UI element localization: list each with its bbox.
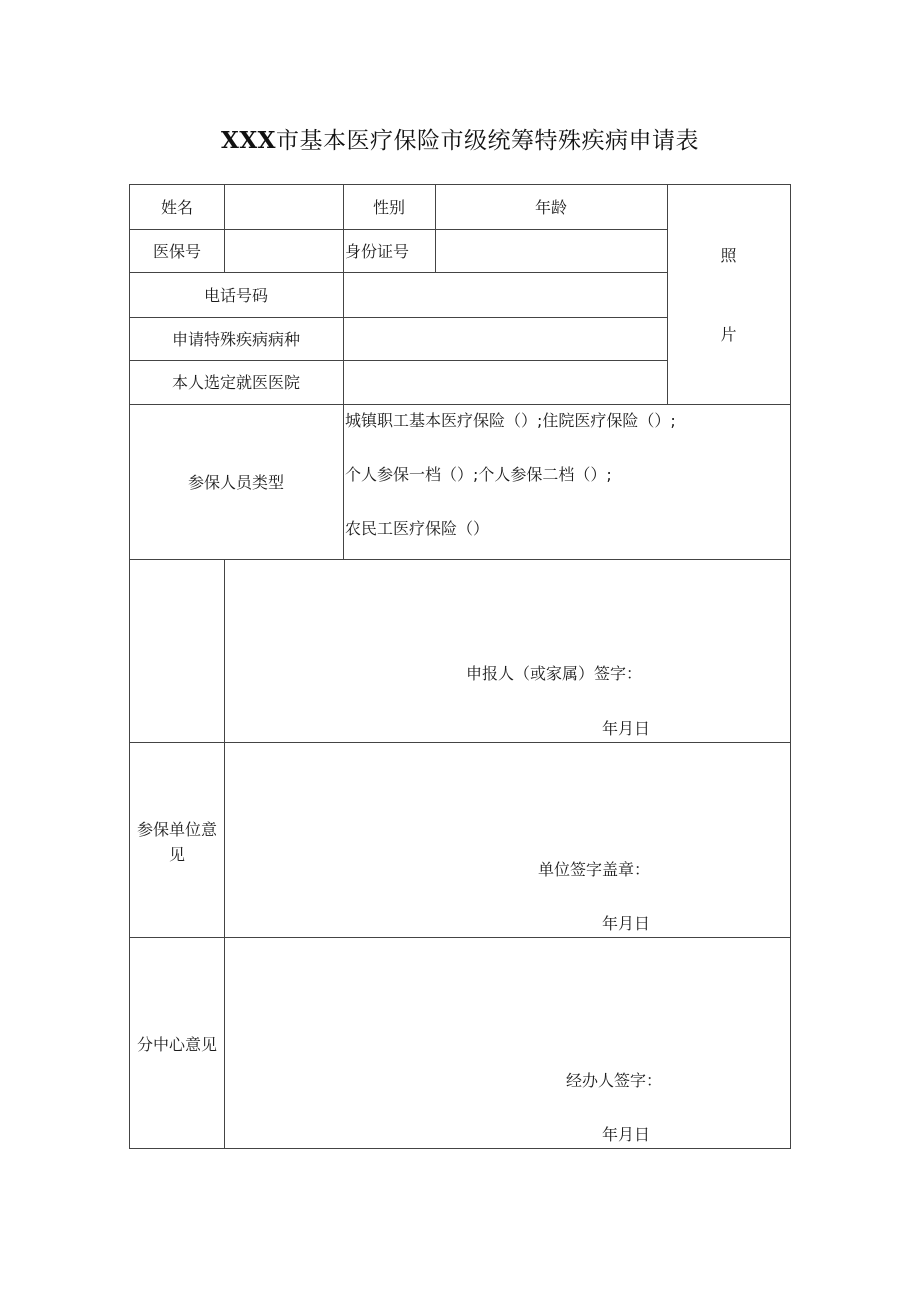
row-line (129, 272, 667, 273)
photo-label-1: 照 (720, 246, 737, 265)
applicant-signature-label: 申报人（或家属）签字： (466, 664, 643, 683)
table-border-right (790, 184, 791, 1149)
row-line (129, 317, 667, 318)
unit-signature-label: 单位签字盖章： (538, 860, 651, 879)
col-line (343, 184, 344, 559)
insured-type-option: 个人参保一档（）;个人参保二档（）; (345, 465, 612, 484)
insurance-no-label: 医保号 (152, 242, 201, 261)
row-line (129, 742, 791, 743)
name-label: 姓名 (160, 198, 193, 217)
unit-date-label: 年月日 (602, 914, 651, 933)
handler-signature-label: 经办人签字： (566, 1071, 663, 1090)
row-line (129, 559, 791, 560)
row-line (129, 937, 791, 938)
table-border-top (129, 184, 791, 185)
col-line (667, 184, 668, 404)
photo-label-2: 片 (720, 325, 737, 344)
age-label: 年龄 (534, 198, 567, 217)
row-line (129, 360, 667, 361)
row-line (129, 404, 791, 405)
title-text: 市基本医疗保险市级统筹特殊疾病申请表 (276, 128, 700, 154)
row-line (129, 229, 667, 230)
insured-type-option: 农民工医疗保险（） (345, 519, 490, 538)
applicant-date-label: 年月日 (602, 719, 651, 738)
unit-opinion-label-2: 见 (168, 845, 185, 864)
hospital-label: 本人选定就医医院 (171, 373, 300, 392)
gender-label: 性别 (372, 198, 405, 217)
table-border-left (129, 184, 130, 1149)
disease-label: 申请特殊疾病病种 (171, 330, 300, 349)
title-prefix: XXX (220, 127, 277, 154)
center-opinion-label: 分中心意见 (136, 1035, 217, 1054)
id-no-label: 身份证号 (345, 242, 410, 261)
insured-type-label: 参保人员类型 (187, 473, 284, 492)
insured-type-option: 城镇职工基本医疗保险（）;住院医疗保险（）; (345, 411, 676, 430)
phone-label: 电话号码 (203, 286, 268, 305)
form-title (0, 122, 920, 155)
table-border-bottom (129, 1148, 791, 1149)
center-date-label: 年月日 (602, 1125, 651, 1144)
unit-opinion-label-1: 参保单位意 (136, 820, 217, 839)
